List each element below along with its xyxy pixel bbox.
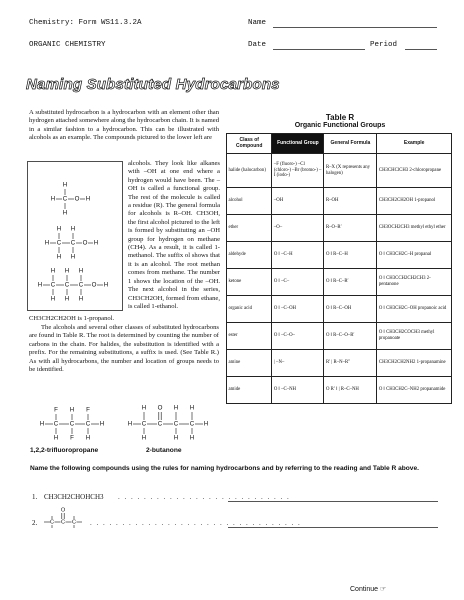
atom-h: H [85, 195, 91, 203]
row-class-cell: ketone [227, 269, 272, 296]
row-formula-cell: R–O–R′ [324, 215, 377, 242]
row-class-cell: ether [227, 215, 272, 242]
atom-o: O [157, 404, 163, 412]
atom-c: C [85, 420, 91, 428]
row-group-cell: –OH [272, 188, 324, 215]
row-class-cell: organic acid [227, 296, 272, 323]
atom-h: H [64, 267, 70, 275]
row-group-cell: O ‖ –C–NH [272, 377, 324, 404]
atom-f: F [70, 434, 74, 442]
atom-c: C [189, 420, 195, 428]
row-group-cell: | –N– [272, 350, 324, 377]
atom-h: H [56, 253, 62, 261]
atom-h: H [50, 295, 56, 303]
atom-h: H [203, 420, 209, 428]
atom-h: H [173, 434, 179, 442]
atom-o: O [74, 195, 80, 203]
row-formula-cell: R–X (X represents any halogen) [324, 154, 377, 188]
atom-c: C [71, 519, 77, 526]
period-field-line[interactable] [405, 49, 437, 50]
atom-h: H [78, 267, 84, 275]
atom-o: O [60, 507, 66, 514]
row-example-cell: CH3CH2CH2NH2 1-propanamine [377, 350, 452, 377]
row-example-cell: CH3CH2CH2OH 1-propanol [377, 188, 452, 215]
atom-h: H [99, 420, 105, 428]
atom-h: H [69, 406, 75, 414]
row-formula-cell: O ‖ R–C–O–R′ [324, 323, 377, 350]
table-r-subtitle: Organic Functional Groups [294, 122, 386, 129]
table-row [227, 377, 452, 404]
subject-label: ORGANIC CHEMISTRY [29, 41, 106, 49]
atom-h: H [37, 281, 43, 289]
question-1-answer-line[interactable] [228, 501, 438, 502]
atom-h: H [50, 195, 56, 203]
row-example-cell: O ‖ CH3CH2C–NH2 propanamide [377, 377, 452, 404]
row-example-cell: O ‖ CH3CH2C–H propanal [377, 242, 452, 269]
atom-h: H [70, 253, 76, 261]
atom-c: C [64, 281, 70, 289]
atom-h: H [127, 420, 133, 428]
atom-h: H [70, 225, 76, 233]
row-group-cell: –O– [272, 215, 324, 242]
date-field-line[interactable] [273, 49, 365, 50]
atom-h: H [141, 404, 147, 412]
reading-alcohols: alcohols. They look like alkanes with –OH at one end where a hydrogen would have been. The –OH is called a functional group. The rest of the molecule is called a residue (R). The general formula for alcohols is R–OH. CH3OH, the first alcohol pictured to the left is formed by substituting an –OH group for hydrogen on methane (CH4). As a result, it is called 1-methanol. The suffix ol shows that it is an alcohol. The root methan comes from methane. The number 1 shows the location of the –OH. The next alcohol in the series, CH3CH2OH, formed from ethane, is called 1-ethanol. [128, 160, 220, 310]
row-group-cell: O ‖ –C–O– [272, 323, 324, 350]
atom-c: C [173, 420, 179, 428]
period-label: Period [370, 41, 398, 49]
atom-h: H [103, 281, 109, 289]
atom-c: C [62, 195, 68, 203]
atom-h: H [189, 404, 195, 412]
row-formula-cell: O R′ ‖ | R–C–NH [324, 377, 377, 404]
atom-h: H [78, 295, 84, 303]
page-title: Naming Substituted Hydrocarbons [26, 76, 280, 93]
atom-c: C [157, 420, 163, 428]
atom-c: C [70, 239, 76, 247]
atom-c: C [78, 281, 84, 289]
functional-groups-table [226, 133, 452, 404]
atom-c: C [53, 420, 59, 428]
atom-h: H [50, 267, 56, 275]
atom-c: C [141, 420, 147, 428]
row-class-cell: alcohol [227, 188, 272, 215]
caption-butanone: 2-butanone [146, 447, 182, 454]
row-formula-cell: R–OH [324, 188, 377, 215]
question-2-structure [40, 506, 86, 536]
atom-h: H [173, 404, 179, 412]
atom-h: H [141, 434, 147, 442]
col-header-group: Functional Group [272, 134, 324, 154]
atom-h: H [62, 209, 68, 217]
question-2-number: 2. [32, 519, 38, 527]
table-r-title: Table R [325, 113, 355, 122]
table-row [227, 269, 452, 296]
atom-h: H [85, 434, 91, 442]
row-group-cell: O ‖ –C–H [272, 242, 324, 269]
atom-h: H [93, 239, 99, 247]
row-formula-cell: O ‖ R–C–H [324, 242, 377, 269]
continue-label: Continue ☞ [350, 586, 387, 593]
atom-h: H [53, 434, 59, 442]
row-group-cell: O ‖ –C–OH [272, 296, 324, 323]
atom-h: H [39, 420, 45, 428]
row-formula-cell: O ‖ R–C–OH [324, 296, 377, 323]
worksheet-form-label: Chemistry: Form WS11.3.2A [29, 19, 142, 27]
atom-c: C [60, 519, 66, 526]
row-class-cell: amide [227, 377, 272, 404]
table-row [227, 323, 452, 350]
row-example-cell: CH3OCH2CH3 methyl ethyl ether [377, 215, 452, 242]
atom-c: C [50, 281, 56, 289]
question-1-leader: . . . . . . . . . . . . . . . . . . . . . . . . . . . [118, 493, 291, 501]
reading-intro: A substituted hydrocarbon is a hydrocarbon with an element other than hydrogen attached somewhere along the hydrocarbon chain. It is named in a similar fashion to a hydrocarbon. This can be illustrated with alcohols as an example. The compounds pictured to the lower left are [29, 109, 219, 142]
row-group-cell: O ‖ –C– [272, 269, 324, 296]
col-header-formula: General Formula [324, 134, 377, 154]
alcohol-structures-figure [27, 161, 123, 311]
atom-h: H [189, 434, 195, 442]
row-example-cell: O ‖ CH3CCH2CH2CH3 2-pentanone [377, 269, 452, 296]
reading-rest: The alcohols and several other classes of substituted hydrocarbons are found in Table R. The root is determined by counting the number of carbons in the chain. For halides, the substitution is identified with a prefix. For the remaining substitutions, a suffix is used. (See Table R.) As with all hydrocarbons, the number and location of groups needs to be identified. [29, 324, 219, 374]
row-group-cell: –F (fluoro-) –Cl (chloro-) –Br (bromo-) –I (iodo-) [272, 154, 324, 188]
row-example-cell: O ‖ CH3CH2COCH3 methyl propanoate [377, 323, 452, 350]
row-example-cell: O ‖ CH3CH2C–OH propanoic acid [377, 296, 452, 323]
date-label: Date [248, 41, 267, 49]
table-row [227, 215, 452, 242]
table-row [227, 154, 452, 188]
atom-o: O [82, 239, 88, 247]
table-row [227, 242, 452, 269]
table-row [227, 188, 452, 215]
row-class-cell: ester [227, 323, 272, 350]
name-field-line[interactable] [273, 27, 437, 28]
caption-trifluoropropane: 1,2,2-trifluoropropane [30, 447, 99, 454]
atom-h: H [62, 181, 68, 189]
row-class-cell: amine [227, 350, 272, 377]
atom-f: F [86, 406, 90, 414]
atom-c: C [49, 519, 55, 526]
reading-propanol: CH3CH2CH2OH is 1-propanol. [29, 315, 115, 322]
question-1-formula: CH3CH2CHOHCH3 [44, 493, 104, 501]
row-formula-cell: O ‖ R–C–R′ [324, 269, 377, 296]
atom-c: C [56, 239, 62, 247]
row-class-cell: aldehyde [227, 242, 272, 269]
table-row [227, 350, 452, 377]
name-label: Name [248, 19, 267, 27]
col-header-class: Class of Compound [227, 134, 272, 154]
question-2-leader: . . . . . . . . . . . . . . . . . . . . . . . . . . . . . . . . . [90, 519, 302, 527]
col-header-example: Example [377, 134, 452, 154]
atom-h: H [64, 295, 70, 303]
atom-h: H [56, 225, 62, 233]
atom-c: C [69, 420, 75, 428]
row-example-cell: CH3CHClCH3 2-chloropropane [377, 154, 452, 188]
atom-f: F [54, 406, 58, 414]
atom-h: H [44, 239, 50, 247]
atom-o: O [91, 281, 97, 289]
question-1-number: 1. [32, 493, 38, 501]
question-2-answer-line[interactable] [228, 527, 438, 528]
row-formula-cell: R′ | R–N–R″ [324, 350, 377, 377]
table-row [227, 296, 452, 323]
instructions: Name the following compounds using the rules for naming hydrocarbons and by referring to the reading and Table R above. [30, 465, 419, 472]
row-class-cell: halide (halocarbon) [227, 154, 272, 188]
